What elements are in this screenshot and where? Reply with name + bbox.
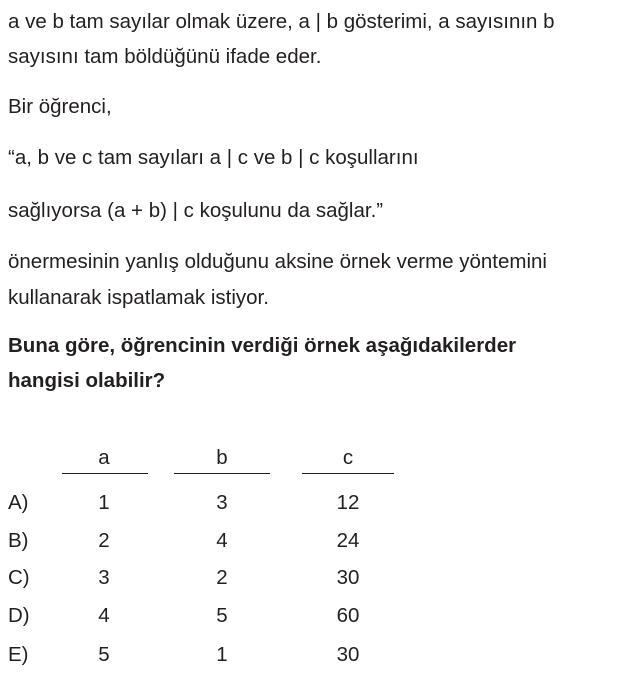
option-b-value-a: 2 — [98, 529, 110, 552]
option-d-value-a: 4 — [98, 604, 110, 627]
column-rule-c — [302, 473, 394, 474]
option-b-value-c: 24 — [336, 529, 360, 552]
question-line-7: kullanarak ispatlamak istiyor. — [8, 286, 269, 309]
option-e-value-b: 1 — [216, 643, 228, 666]
question-line-1: a ve b tam sayılar olmak üzere, a | b gösterimi, a sayısının b — [8, 10, 555, 33]
option-label-d[interactable]: D) — [8, 604, 30, 627]
column-header-c: c — [342, 446, 354, 469]
option-label-c[interactable]: C) — [8, 566, 30, 589]
option-label-a[interactable]: A) — [8, 491, 29, 514]
question-line-6: önermesinin yanlış olduğunu aksine örnek verme yöntemini — [8, 250, 547, 273]
question-line-5: sağlıyorsa (a + b) | c koşulunu da sağlar.” — [8, 199, 384, 222]
column-header-b: b — [216, 446, 228, 469]
question-line-2: sayısını tam böldüğünü ifade eder. — [8, 45, 322, 68]
option-label-b[interactable]: B) — [8, 529, 29, 552]
option-d-value-b: 5 — [216, 604, 228, 627]
option-c-value-a: 3 — [98, 566, 110, 589]
question-line-4: “a, b ve c tam sayıları a | c ve b | c koşullarını — [8, 146, 419, 169]
option-a-value-c: 12 — [336, 491, 360, 514]
option-e-value-c: 30 — [336, 643, 360, 666]
column-header-a: a — [98, 446, 110, 469]
option-label-e[interactable]: E) — [8, 643, 29, 666]
option-a-value-b: 3 — [216, 491, 228, 514]
question-prompt-line-2: hangisi olabilir? — [8, 369, 166, 392]
column-rule-b — [174, 473, 270, 474]
option-c-value-c: 30 — [336, 566, 360, 589]
question-prompt-line-1: Buna göre, öğrencinin verdiği örnek aşağıdakilerder — [8, 334, 517, 357]
option-a-value-a: 1 — [98, 491, 110, 514]
option-d-value-c: 60 — [336, 604, 360, 627]
option-e-value-a: 5 — [98, 643, 110, 666]
question-line-3: Bir öğrenci, — [8, 95, 112, 118]
option-b-value-b: 4 — [216, 529, 228, 552]
option-c-value-b: 2 — [216, 566, 228, 589]
column-rule-a — [62, 473, 148, 474]
